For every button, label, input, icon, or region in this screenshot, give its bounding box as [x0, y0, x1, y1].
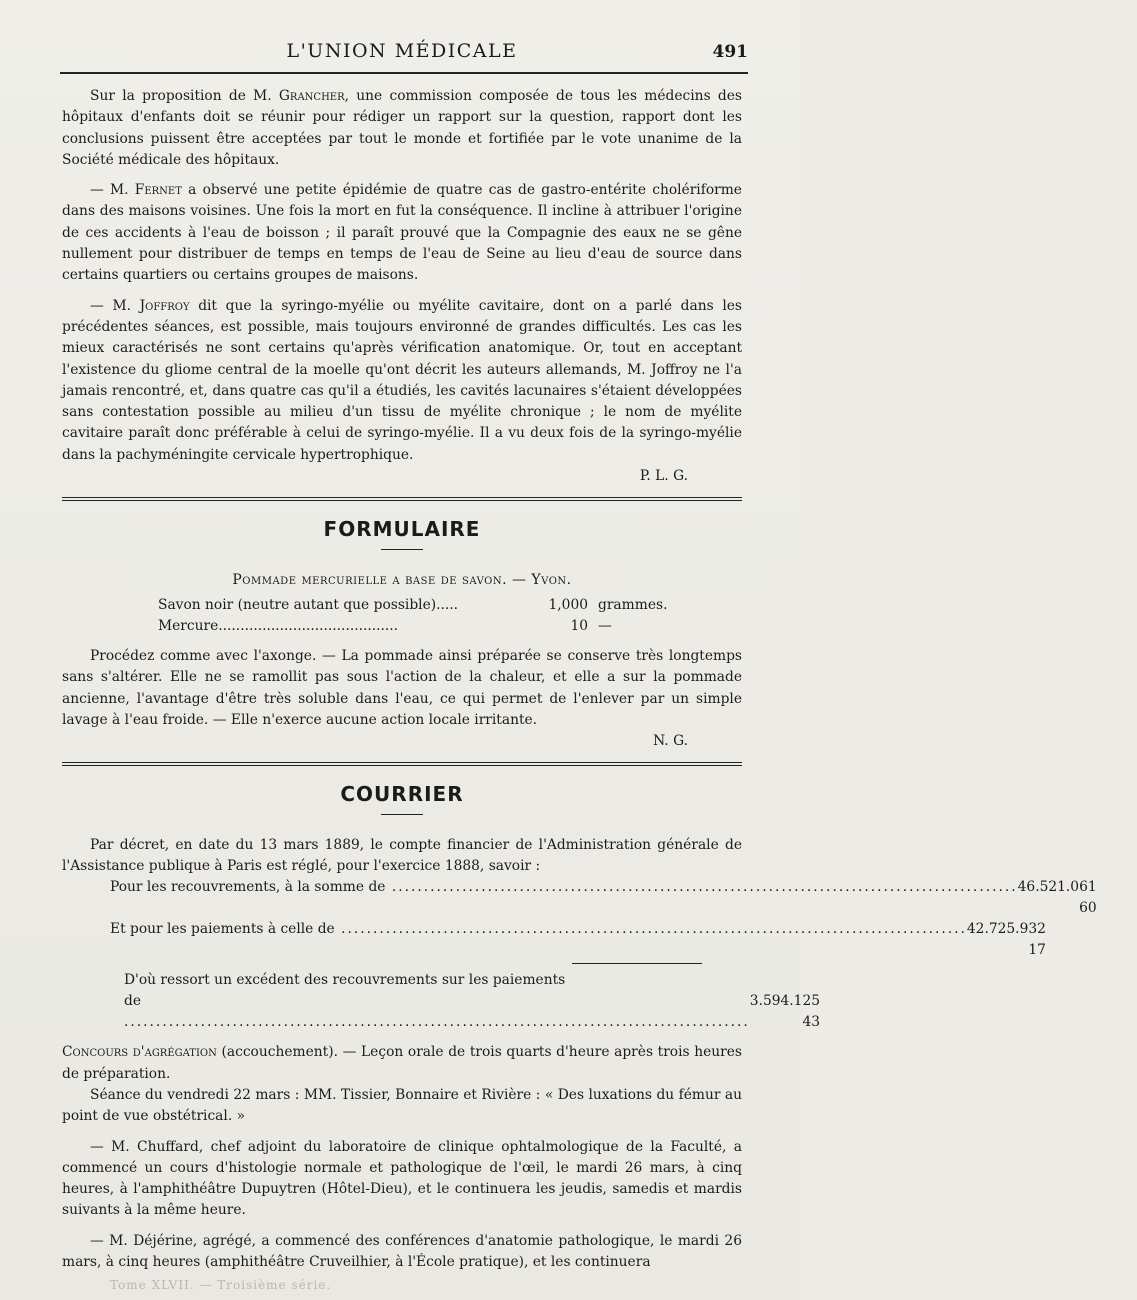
balance-amount: 3.594.125 43: [749, 993, 821, 1031]
seance-paragraph: Séance du vendredi 22 mars : MM. Tissier, Bonnaire et Rivière : « Des luxations du fémur au point de vue obstétrical. »: [62, 1086, 742, 1125]
ledger-row: [62, 877, 1097, 919]
person-name: Joffroy: [139, 297, 190, 314]
ingredient-quantity: 1,000: [548, 596, 588, 613]
ingredient-quantity: 10: [570, 617, 588, 634]
ledger-label: Pour les recouvrements, à la somme de .....: [110, 877, 1018, 919]
ledger-label: Et pour les paiements à celle de .....: [110, 919, 967, 961]
joffroy-paragraph: — M. Joffroy dit que la syringo-myélie ou myélite cavitaire, dont on a parlé dans les précédentes séances, est possible, mais toujours environné de grandes difficultés. Les cas les mieux caractérisés ne sont certains qu'après vérification anatomique. Or, tout en acceptant l'existence du gliome central de la moelle qu'ont décrit les auteurs allemands, M. Joffroy ne l'a jamais rencontré, et, dans quatre cas qu'il a étudiés, les cavités lacunaires s'étaient développées sans contestation possible au milieu d'un tissu de myélite chronique ; le nom de myélite cavitaire paraît donc préférable à celui de syringo-myélie. Il a vu deux fois de la syringo-myélie dans la pachyméningite cervicale hypertrophique.: [62, 297, 742, 463]
heading-underline: [381, 549, 423, 550]
dejerine-paragraph: — M. Déjérine, agrégé, a commencé des conférences d'anatomie pathologique, le mardi 26 mars, à cinq heures (amphithéâtre Cruveilhier, à l'École pratique), et les continuera: [62, 1232, 742, 1270]
concours-paragraph: Concours d'agrégation (accouchement). — Leçon orale de trois quarts d'heure après trois heures de préparation.: [62, 1044, 742, 1082]
running-title: L'UNION MÉDICALE: [286, 40, 518, 62]
ingredient-name: Savon noir (neutre autant que possible).....: [158, 596, 459, 613]
ledger-amount: 46.521.061 60: [1017, 879, 1097, 917]
heading-underline: [381, 814, 423, 815]
formulaire-text: Procédez comme avec l'axonge. — La pommade ainsi préparée se conserve très longtemps sans s'altérer. Elle ne se ramollit pas sous l'action de la chaleur, et elle a sur la pommade ancienne, l'avantage d'être très soluble dans l'eau, ce qui permet de l'enlever par un simple lavage à l'eau froide. — Elle n'exerce aucune action locale irritante.: [62, 647, 742, 728]
balance-label-cont: de .....: [124, 993, 750, 1030]
formulaire-heading: FORMULAIRE: [323, 517, 481, 542]
footer-volume-line: Tome XLVII. — Troisième série.: [110, 1278, 332, 1292]
running-head: [62, 0, 748, 68]
ingredient-unit: —: [598, 617, 612, 634]
concours-title: Concours d'agrégation: [62, 1044, 217, 1061]
person-name: Grancher: [278, 88, 345, 104]
ingredient-row: [62, 616, 742, 637]
page-number: 491: [712, 42, 748, 62]
ledger-row: [62, 919, 1046, 961]
article-body: [62, 68, 1097, 1273]
fernet-paragraph: — M. Fernet a observé une petite épidémie de quatre cas de gastro-entérite cholériforme dans des maisons voisines. Une fois la mort en fut la conséquence. Il incline à attribuer l'origine de ces accidents à l'eau de boisson ; il paraît prouvé que la Compagnie des eaux ne se gêne nullement pour distribuer de temps en temps de l'eau de Seine au lieu d'eau de source dans certains quartiers ou certains groupes de maisons.: [62, 182, 742, 284]
header-rule: [60, 72, 748, 74]
society-signature: P. L. G.: [639, 468, 688, 485]
section-divider: [62, 762, 742, 766]
grancher-paragraph: Sur la proposition de M. Grancher, une commission composée de tous les médecins des hôpitaux d'enfants doit se réunir pour rédiger un rapport sur la question, rapport dont les conclusions puissent être acceptées par tout le monde et fortifiée par le vote unanime de la Société médicale des hôpitaux.: [62, 88, 742, 168]
ingredient-row: [62, 595, 742, 616]
recipe-title: Pommade mercurielle a base de savon. — Yvon.: [232, 571, 572, 588]
courrier-heading: COURRIER: [340, 782, 464, 807]
ingredient-name: Mercure.........................................: [158, 617, 399, 634]
chuffard-paragraph: — M. Chuffard, chef adjoint du laboratoire de clinique ophtalmologique de la Faculté, a commencé un cours d'histologie normale et pathologique de l'œil, le mardi 26 mars, à cinq heures, à l'amphithéâtre Dupuytren (Hôtel-Dieu), et le continuera les jeudis, samedis et mardis suivants à la même heure.: [62, 1138, 742, 1219]
balance-label: D'où ressort un excédent des recouvrements sur les paiements: [124, 972, 566, 989]
decree-paragraph: Par décret, en date du 13 mars 1889, le compte financier de l'Administration générale de l'Assistance publique à Paris est réglé, pour l'exercice 1888, savoir :: [62, 836, 742, 875]
ingredient-unit: grammes.: [598, 596, 668, 613]
ledger-total-rule: [572, 963, 702, 964]
person-name: Fernet: [134, 182, 182, 199]
formulaire-signature: N. G.: [653, 733, 688, 750]
section-divider: [62, 497, 742, 501]
balance-row: [62, 970, 821, 1033]
ledger-amount: 42.725.932 17: [966, 921, 1046, 959]
